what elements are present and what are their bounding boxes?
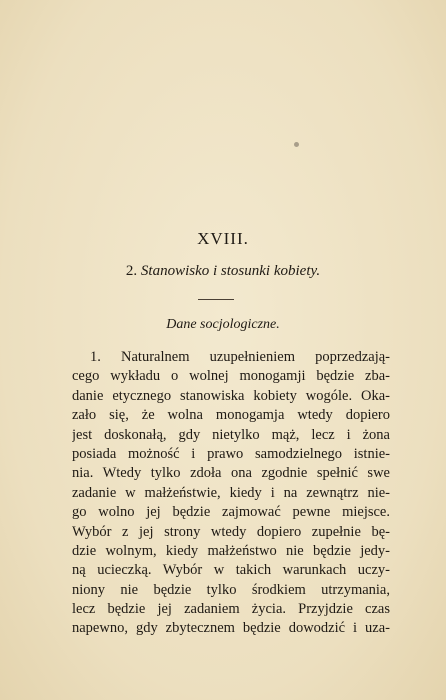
section-title-text: Stanowisko i stosunki kobiety. — [140, 263, 321, 279]
text-line: zało się, że wolna monogamja wtedy dopiero — [72, 407, 390, 424]
text-line: go wolno jej będzie zajmować pewne miejsce. — [72, 504, 390, 521]
text-line: danie etycznego stanowiska kobiety wogóle. Oka- — [72, 387, 390, 404]
text-line: napewno, gdy zbytecznem będzie dowodzić i uza- — [72, 620, 390, 637]
text-line: niony nie będzie tylko środkiem utrzymania, — [72, 581, 390, 598]
subsection-title: Dane socjologiczne. — [166, 317, 280, 332]
text-line: ną ucieczką. Wybór w takich warunkach uczy- — [72, 562, 390, 579]
section-divider — [198, 299, 234, 300]
text-line: Wybór z jej strony wtedy dopiero zupełnie bę- — [72, 523, 390, 540]
chapter-numeral: XVIII. — [197, 229, 249, 248]
text-line: cego wykładu o wolnej monogamji będzie zba- — [72, 368, 390, 385]
section-title — [0, 263, 446, 280]
text-line: nia. Wtedy tylko zdoła ona zgodnie spełnić swe — [72, 465, 390, 482]
text-line: jest doskonałą, gdy nietylko mąż, lecz i żona — [72, 426, 390, 443]
paper-speck — [294, 142, 299, 147]
text-line: posiada możność i prawo samodzielnego istnie- — [72, 445, 390, 462]
text-line: lecz będzie jej zadaniem życia. Przyjdzie czas — [72, 601, 390, 618]
text-line: dzie wolnym, kiedy małżeństwo nie będzie jedy- — [72, 542, 390, 559]
text-line: zadanie w małżeństwie, kiedy i na zewnątrz nie- — [72, 484, 390, 501]
text-line: 1. Naturalnem uzupełnieniem poprzedzają- — [90, 349, 390, 365]
section-number: 2. — [125, 263, 138, 279]
paragraph — [72, 348, 390, 639]
